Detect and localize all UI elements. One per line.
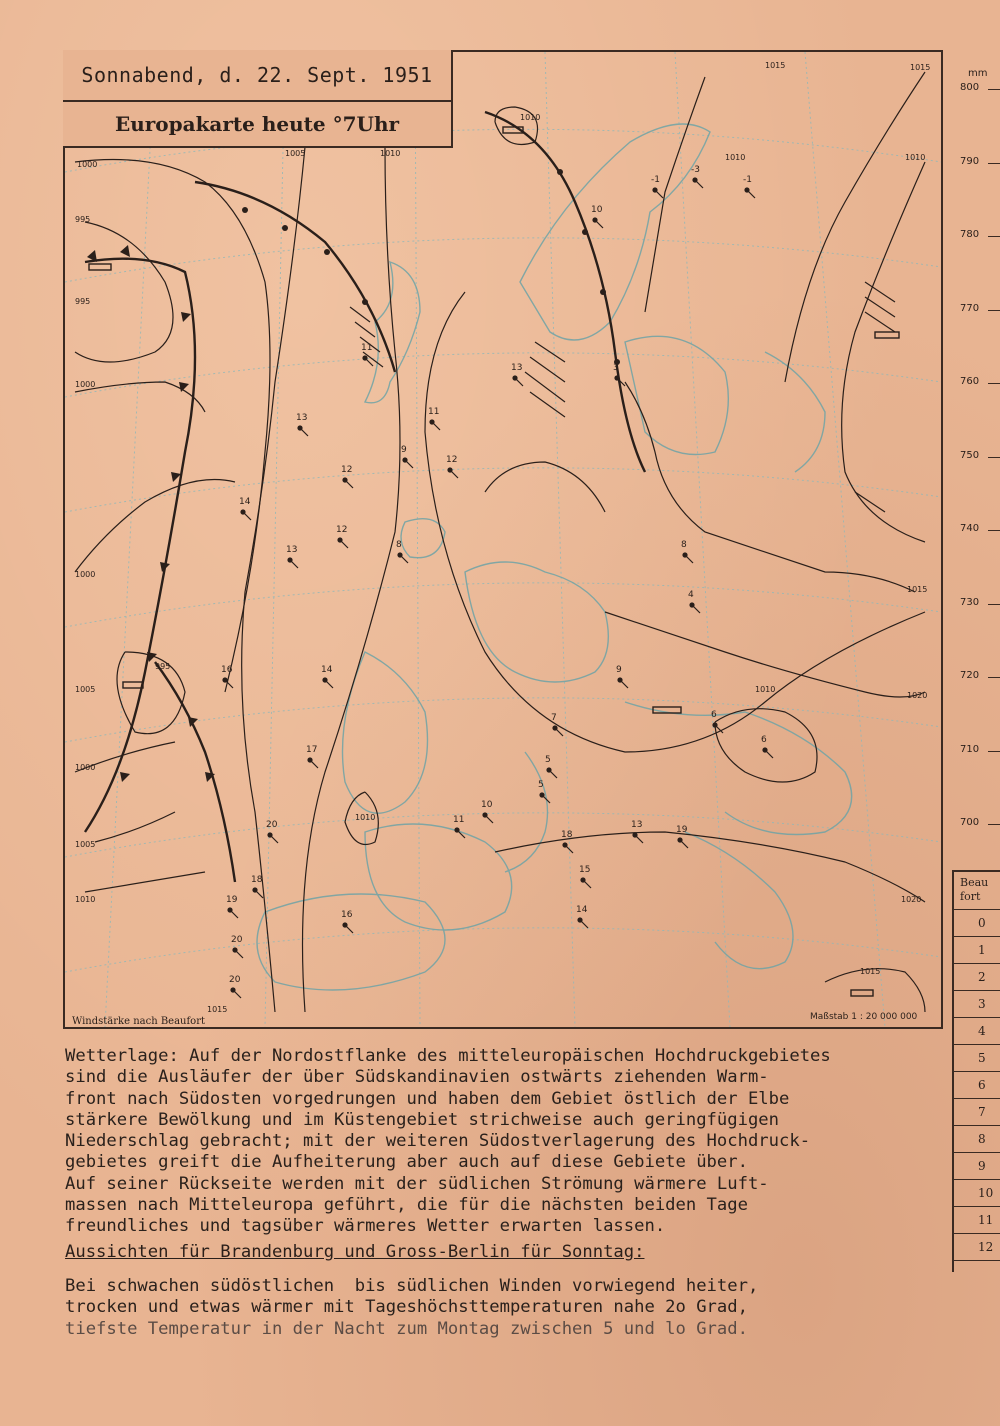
station-temperature: 19 bbox=[676, 825, 688, 835]
station-temperature: 8 bbox=[681, 540, 687, 550]
outlook-line: Bei schwachen südöstlichen bis südlichen Winden vorwiegend heiter, bbox=[65, 1276, 759, 1296]
pressure-scale-tick: 750 bbox=[960, 450, 1000, 461]
weather-station bbox=[239, 497, 251, 520]
beaufort-row: 12 bbox=[954, 1234, 1000, 1261]
weather-line: Auf seiner Rückseite werden mit der südlichen Strömung wärmere Luft- bbox=[65, 1173, 769, 1194]
station-temperature: 12 bbox=[341, 465, 353, 475]
wind-barb bbox=[290, 560, 298, 568]
wind-barb bbox=[685, 555, 693, 563]
wind-barb bbox=[235, 950, 243, 958]
wind-barb bbox=[243, 512, 251, 520]
pressure-scale-tick: 770 bbox=[960, 303, 1000, 314]
weather-station bbox=[651, 175, 663, 198]
weather-station bbox=[676, 825, 688, 848]
weather-line: massen nach Mitteleuropa geführt, die für die nächsten beiden Tage bbox=[65, 1195, 748, 1216]
wind-legend-note: Windstärke nach Beaufort bbox=[72, 1016, 206, 1027]
wind-barb bbox=[457, 830, 465, 838]
weather-station bbox=[743, 175, 755, 198]
station-temperature: 4 bbox=[688, 590, 694, 600]
isobar-label: 1020 bbox=[901, 895, 922, 904]
outlook-line: trocken und etwas wärmer mit Tageshöchsttemperaturen nahe 2o Grad, bbox=[65, 1297, 748, 1318]
isobar-label: 1010 bbox=[725, 153, 746, 162]
wind-barb bbox=[583, 880, 591, 888]
weather-station bbox=[538, 780, 550, 803]
station-temperature: 12 bbox=[446, 455, 458, 465]
isobar-label: 1010 bbox=[75, 895, 96, 904]
weather-line: stärkere Bewölkung und im Küstengebiet strichweise auch geringfügigen bbox=[65, 1109, 779, 1130]
isobar-label: 995 bbox=[75, 215, 91, 224]
beaufort-row: 11 bbox=[954, 1207, 1000, 1234]
station-temperature: 6 bbox=[711, 710, 717, 720]
weather-station bbox=[631, 820, 643, 843]
wind-barb bbox=[450, 470, 458, 478]
station-temperature: 9 bbox=[401, 445, 407, 455]
station-temperature: 16 bbox=[221, 665, 233, 675]
station-temperature: 16 bbox=[341, 910, 353, 920]
wind-barb bbox=[635, 835, 643, 843]
station-temperature: 20 bbox=[266, 820, 278, 830]
isobar-label: 995 bbox=[155, 662, 171, 671]
station-temperature: -3 bbox=[691, 165, 700, 175]
station-temperature: 5 bbox=[538, 780, 544, 790]
weather-station bbox=[306, 745, 318, 768]
isobar-label: 1005 bbox=[285, 149, 306, 158]
weather-station bbox=[286, 545, 298, 568]
wind-barb bbox=[692, 605, 700, 613]
wind-barb bbox=[655, 190, 663, 198]
wind-barb bbox=[580, 920, 588, 928]
weather-station bbox=[428, 407, 440, 430]
station-temperature: 19 bbox=[226, 895, 238, 905]
weather-line: sind die Ausläufer der über Südskandinavien ostwärts ziehenden Warm- bbox=[65, 1067, 769, 1088]
map-drawing bbox=[65, 52, 941, 1027]
station-temperature: -1 bbox=[743, 175, 752, 185]
wind-barb bbox=[765, 750, 773, 758]
beaufort-row: 2 bbox=[954, 964, 1000, 991]
station-temperature: 12 bbox=[336, 525, 348, 535]
weather-line: Niederschlag gebracht; mit der weiteren Südostverlagerung des Hochdruck- bbox=[65, 1131, 811, 1152]
station-temperature: 13 bbox=[286, 545, 298, 555]
station-temperature: 18 bbox=[561, 830, 573, 840]
coastlines bbox=[257, 124, 852, 990]
weather-station bbox=[545, 755, 557, 778]
weather-station bbox=[511, 363, 523, 386]
beaufort-row: 9 bbox=[954, 1153, 1000, 1180]
wind-barb bbox=[620, 680, 628, 688]
wind-barb bbox=[432, 422, 440, 430]
map-title: Europakarte heute °7Uhr bbox=[114, 112, 400, 136]
weather-station bbox=[591, 205, 603, 228]
outlook-heading: Aussichten für Brandenburg und Gross-Berlin für Sonntag: bbox=[65, 1242, 645, 1262]
isobar-label: 1015 bbox=[860, 967, 881, 976]
wind-barb bbox=[555, 728, 563, 736]
isobar-label: 1010 bbox=[380, 149, 401, 158]
wind-barb bbox=[695, 180, 703, 188]
station-temperature: 14 bbox=[321, 665, 333, 675]
wind-barb bbox=[515, 378, 523, 386]
station-temperature: 14 bbox=[576, 905, 588, 915]
pressure-scale-tick: 780 bbox=[960, 229, 1000, 240]
weather-station bbox=[229, 975, 241, 998]
weather-station bbox=[341, 465, 353, 488]
isobar-label: 1010 bbox=[355, 813, 376, 822]
station-temperature: 11 bbox=[361, 343, 373, 353]
weather-station bbox=[446, 455, 458, 478]
wind-barb bbox=[325, 680, 333, 688]
station-temperature: 20 bbox=[231, 935, 243, 945]
wind-barb bbox=[345, 480, 353, 488]
station-temperature: 7 bbox=[551, 713, 557, 723]
wind-barb bbox=[405, 460, 413, 468]
pressure-scale-tick: 730 bbox=[960, 597, 1000, 608]
weather-situation bbox=[65, 1046, 955, 1238]
station-temperature: 17 bbox=[306, 745, 318, 755]
wind-barb bbox=[233, 990, 241, 998]
weather-station bbox=[681, 540, 693, 563]
weather-line: Wetterlage: Auf der Nordostflanke des mitteleuropäischen Hochdruckgebietes bbox=[65, 1046, 831, 1066]
beaufort-row: 0 bbox=[954, 910, 1000, 937]
isobar-labels bbox=[75, 61, 930, 1014]
isobar-label: 1005 bbox=[75, 685, 96, 694]
wind-barb bbox=[300, 428, 308, 436]
wind-barb bbox=[400, 555, 408, 563]
weather-line: freundliches und tagsüber wärmeres Wetter erwarten lassen. bbox=[65, 1216, 666, 1237]
pressure-scale-tick: 700 bbox=[960, 817, 1000, 828]
beaufort-row: 8 bbox=[954, 1126, 1000, 1153]
map-title-box bbox=[63, 50, 453, 148]
station-temperature: 9 bbox=[616, 665, 622, 675]
wind-barb bbox=[340, 540, 348, 548]
graticule bbox=[65, 52, 941, 1027]
isobar-label: 1000 bbox=[75, 570, 96, 579]
weather-station bbox=[226, 895, 238, 918]
weather-station bbox=[336, 525, 348, 548]
weather-station bbox=[561, 830, 573, 853]
station-temperature: 8 bbox=[396, 540, 402, 550]
isobar-label: 1015 bbox=[910, 63, 931, 72]
pressure-scale-tick: 710 bbox=[960, 744, 1000, 755]
outlook-line: tiefste Temperatur in der Nacht zum Montag zwischen 5 und lo Grad. bbox=[65, 1318, 748, 1339]
station-temperature: 20 bbox=[229, 975, 241, 985]
map-date: Sonnabend, d. 22. Sept. 1951 bbox=[63, 50, 451, 102]
station-temperature: 13 bbox=[296, 413, 308, 423]
isobar-label: 1010 bbox=[520, 113, 541, 122]
isobar-label: 995 bbox=[75, 297, 91, 306]
beaufort-table bbox=[952, 870, 1000, 1272]
weather-line: gebietes greift die Aufheiterung aber auch auf diese Gebiete über. bbox=[65, 1152, 748, 1173]
wind-barb bbox=[595, 220, 603, 228]
station-temperature: 11 bbox=[453, 815, 465, 825]
wind-barb bbox=[230, 910, 238, 918]
isobars bbox=[75, 72, 928, 1012]
weather-station bbox=[688, 590, 700, 613]
wind-barb bbox=[680, 840, 688, 848]
wind-barb bbox=[485, 815, 493, 823]
station-temperature: 3 bbox=[613, 363, 619, 373]
weather-station bbox=[761, 735, 773, 758]
station-temperature: -1 bbox=[651, 175, 660, 185]
wind-barb bbox=[255, 890, 263, 898]
pressure-scale-tick: 740 bbox=[960, 523, 1000, 534]
isobar-label: 1015 bbox=[765, 61, 786, 70]
isobar-label: 1010 bbox=[905, 153, 926, 162]
beaufort-row: 3 bbox=[954, 991, 1000, 1018]
wind-barb bbox=[747, 190, 755, 198]
weather-station bbox=[616, 665, 628, 688]
beaufort-row: 6 bbox=[954, 1072, 1000, 1099]
isobar-label: 1015 bbox=[207, 1005, 228, 1014]
map-scale-note: Maßstab 1 : 20 000 000 bbox=[810, 1012, 918, 1022]
weather-station bbox=[296, 413, 308, 436]
station-temperature: 14 bbox=[239, 497, 251, 507]
beaufort-row: 1 bbox=[954, 937, 1000, 964]
pressure-scale-tick: 720 bbox=[960, 670, 1000, 681]
weather-station bbox=[481, 800, 493, 823]
isobar-label: 1010 bbox=[755, 685, 776, 694]
station-temperature: 10 bbox=[481, 800, 493, 810]
isobar-label: 1005 bbox=[75, 840, 96, 849]
isobar-label: 1020 bbox=[907, 691, 928, 700]
station-temperature: 13 bbox=[511, 363, 523, 373]
weather-station bbox=[691, 165, 703, 188]
station-temperature: 18 bbox=[251, 875, 263, 885]
wind-barb bbox=[270, 835, 278, 843]
beaufort-header: Beau fort bbox=[954, 872, 1000, 910]
pressure-centers bbox=[89, 127, 899, 996]
station-temperature: 10 bbox=[591, 205, 603, 215]
weather-station bbox=[321, 665, 333, 688]
weather-station bbox=[341, 910, 353, 933]
station-temperature: 13 bbox=[631, 820, 643, 830]
beaufort-row: 7 bbox=[954, 1099, 1000, 1126]
station-temperature: 15 bbox=[579, 865, 591, 875]
weather-station bbox=[401, 445, 413, 468]
pressure-scale-unit: mm bbox=[968, 68, 988, 79]
pressure-scale-tick: 790 bbox=[960, 156, 1000, 167]
weather-station bbox=[266, 820, 278, 843]
station-temperature: 5 bbox=[545, 755, 551, 765]
beaufort-row: 5 bbox=[954, 1045, 1000, 1072]
wind-barb bbox=[310, 760, 318, 768]
weather-line: front nach Südosten vorgedrungen und haben dem Gebiet östlich der Elbe bbox=[65, 1088, 790, 1109]
isobar-label: 1000 bbox=[75, 380, 96, 389]
isobar-label: 1000 bbox=[75, 763, 96, 772]
weather-station bbox=[579, 865, 591, 888]
isobar-label: 1015 bbox=[907, 585, 928, 594]
pressure-scale-tick: 760 bbox=[960, 376, 1000, 387]
pressure-scale-tick: 800 bbox=[960, 82, 1000, 93]
front-symbols bbox=[87, 169, 620, 782]
station-temperature: 6 bbox=[761, 735, 767, 745]
station-temperature: 11 bbox=[428, 407, 440, 417]
weather-station bbox=[231, 935, 243, 958]
wind-barb bbox=[549, 770, 557, 778]
weather-station bbox=[576, 905, 588, 928]
weather-station bbox=[453, 815, 465, 838]
europe-map bbox=[63, 50, 943, 1029]
isobar-label: 1000 bbox=[77, 160, 98, 169]
wind-barb bbox=[565, 845, 573, 853]
beaufort-row: 4 bbox=[954, 1018, 1000, 1045]
beaufort-row: 10 bbox=[954, 1180, 1000, 1207]
stations bbox=[221, 165, 776, 998]
fronts bbox=[85, 112, 645, 882]
wind-barb bbox=[345, 925, 353, 933]
weather-station bbox=[251, 875, 263, 898]
outlook-text bbox=[65, 1276, 955, 1340]
